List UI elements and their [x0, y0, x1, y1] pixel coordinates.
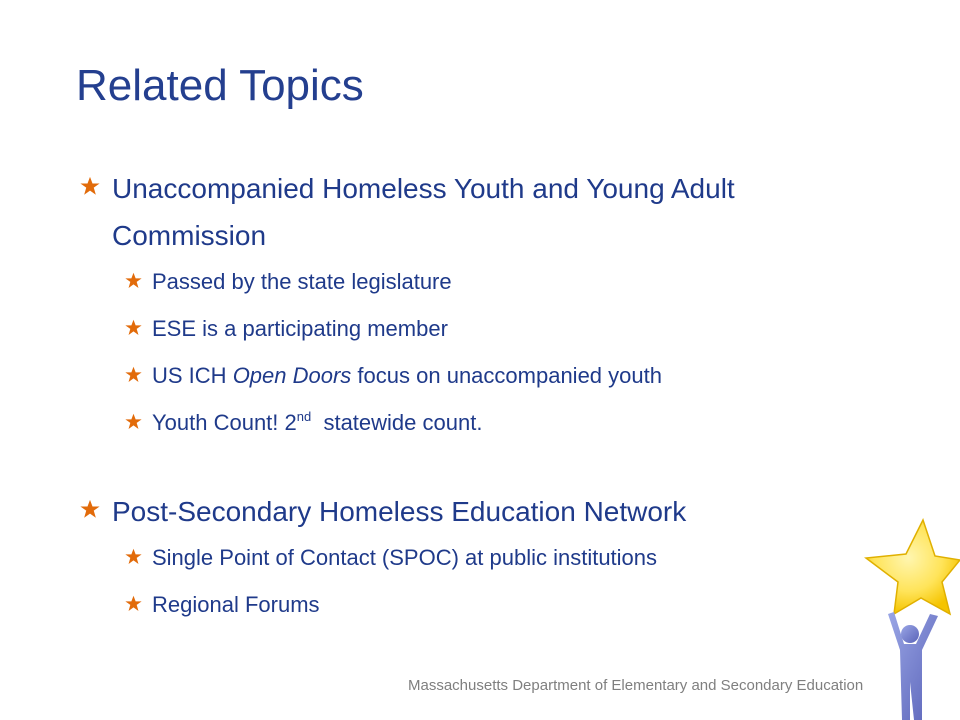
sub-bullet-ese-member — [78, 316, 878, 341]
star-icon — [125, 319, 142, 336]
star-icon — [80, 176, 100, 196]
sub-bullet-text-before: US ICH — [152, 363, 233, 388]
sub-bullet-text-after: statewide count. — [311, 410, 483, 435]
bullet-unaccompanied-youth-commission — [78, 165, 878, 259]
footer-organization: Massachusetts Department of Elementary and Secondary Education — [408, 677, 864, 694]
bullet-list — [78, 165, 878, 617]
sub-bullet-text: Passed by the state legislature — [152, 269, 452, 294]
star-icon — [80, 499, 100, 519]
star-icon — [125, 272, 142, 289]
slide-title: Related Topics — [76, 61, 364, 110]
sub-bullet-spoc — [78, 545, 878, 570]
sub-bullet-regional-forums — [78, 592, 878, 617]
sub-bullet-text: Single Point of Contact (SPOC) at public institutions — [152, 545, 658, 570]
star-icon — [125, 548, 142, 565]
sub-bullet-youth-count — [78, 410, 878, 435]
star-icon — [125, 595, 142, 612]
sub-bullet-passed — [78, 269, 878, 294]
bullet-text: Post-Secondary Homeless Education Network — [112, 496, 687, 527]
star-person-logo — [858, 516, 960, 720]
sub-bullet-open-doors — [78, 363, 878, 388]
bullet-post-secondary-network — [78, 488, 878, 535]
bullet-text-line1: Unaccompanied Homeless Youth and Young Adult — [112, 173, 735, 204]
sub-bullet-text-after: focus on unaccompanied youth — [351, 363, 662, 388]
sub-bullet-text-before: Youth Count! 2 — [152, 410, 297, 435]
sub-bullet-text-italic: Open Doors — [232, 363, 352, 388]
sub-bullet-text: Regional Forums — [152, 592, 320, 617]
sub-bullet-text: ESE is a participating member — [152, 316, 448, 341]
star-icon — [125, 413, 142, 430]
star-icon — [125, 366, 142, 383]
bullet-text-line2: Commission — [112, 220, 267, 251]
ordinal-superscript: nd — [296, 409, 312, 424]
